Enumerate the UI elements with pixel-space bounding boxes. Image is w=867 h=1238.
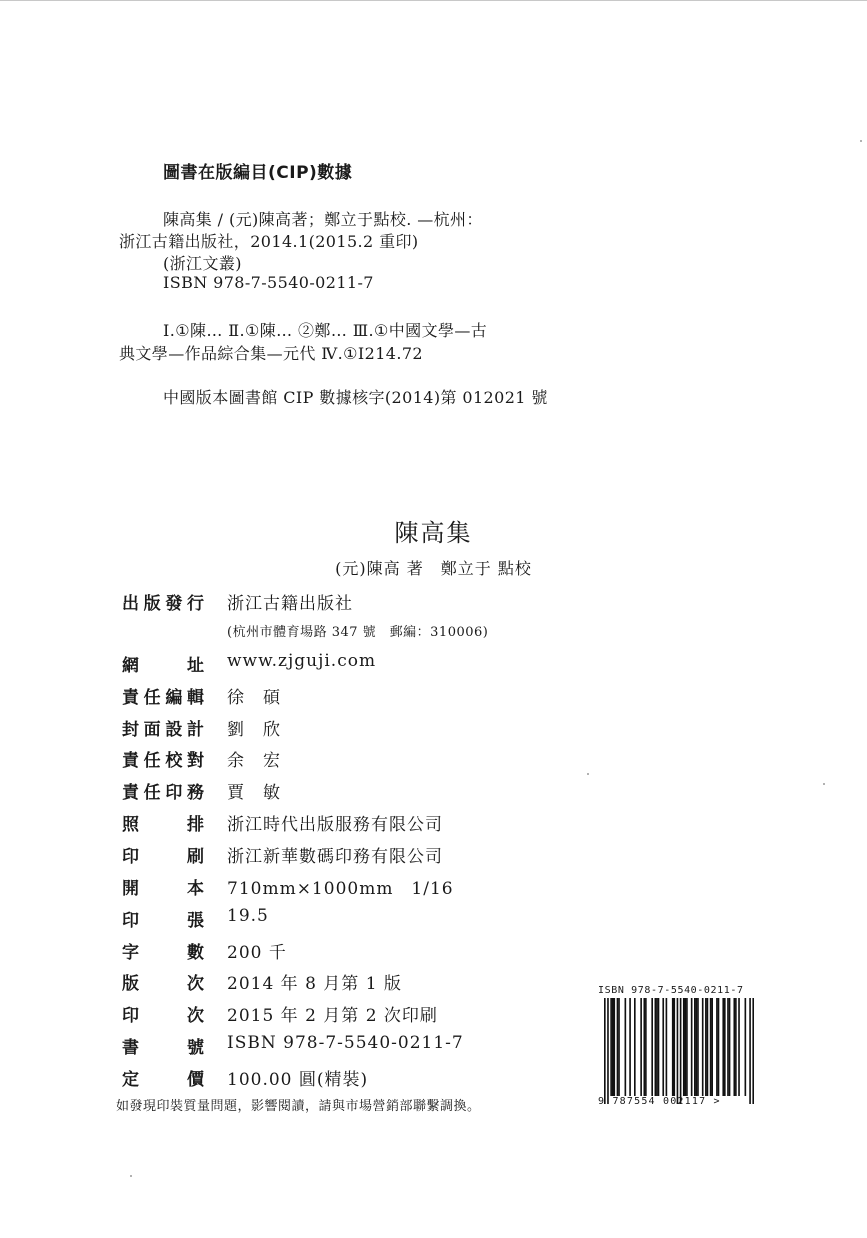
credit-label-char: 號 [187,1038,204,1058]
credit-label-char: 址 [187,656,204,676]
barcode-bar [610,998,612,1096]
barcode-bar [686,998,688,1096]
credit-label-char: 網 [122,656,139,676]
cip-heading: 圖書在版編目(CIP)數據 [163,163,353,183]
credit-label [122,715,204,740]
barcode-bar [651,998,653,1096]
scan-speck [130,1175,132,1177]
credit-label [122,589,204,614]
credit-value: 劉 欣 [227,720,281,740]
barcode-bar [677,998,679,1104]
barcode-bar [662,998,664,1096]
credit-label [122,906,204,931]
barcode-bar [680,998,682,1104]
credit-label-char: 書 [122,1038,139,1058]
credit-value: 2014 年 8 月第 1 版 [227,974,402,994]
credit-label [122,969,204,994]
credit-label [122,683,204,708]
cip-line-isbn: ISBN 978-7-5540-0211-7 [163,273,374,292]
credit-label-char: 計 [186,720,204,740]
credit-label [122,1033,204,1058]
barcode-bar [718,998,720,1096]
credit-label-char: 張 [187,911,204,931]
barcode-bar [749,998,751,1104]
credit-label-char: 次 [187,1006,204,1026]
credit-value: ISBN 978-7-5540-0211-7 [227,1033,464,1053]
credit-label-char: 任 [143,751,161,771]
book-title: 陳高集 [394,519,473,547]
barcode-bar [673,998,675,1096]
credit-label-char: 務 [186,783,204,803]
credit-label [122,842,204,867]
credit-label-char: 校 [165,751,183,771]
barcode-bar [722,998,724,1096]
barcode-bar [707,998,709,1096]
credit-value: 710mm×1000mm 1/16 [227,879,454,899]
barcode-bar [697,998,699,1096]
credit-value[interactable]: www.zjguji.com [227,651,377,671]
cip-line-subjects: Ⅰ.①陳… Ⅱ.①陳… ②鄭… Ⅲ.①中國文學—古 [163,321,488,340]
barcode-bar [634,998,636,1096]
credit-value: 余 宏 [227,751,281,771]
credit-label-char: 次 [187,974,204,994]
credit-label-char: 印 [122,911,139,931]
barcode-bar [658,998,660,1096]
book-authors: (元)陳高 著 鄭立于 點校 [335,559,532,578]
barcode-bar [716,998,718,1096]
credit-label-char: 任 [143,783,161,803]
barcode-bar [629,998,631,1096]
credit-label-char: 出 [122,594,139,614]
credit-value: 浙江時代出版服務有限公司 [227,815,443,835]
credit-label-char: 本 [187,879,204,899]
scan-speck [823,783,825,785]
credit-label-char: 發 [165,594,183,614]
barcode-bar [727,998,729,1096]
barcode-bars [604,998,754,1108]
scan-speck [587,773,589,775]
barcode-bar [711,998,713,1096]
credit-label-char: 責 [122,688,139,708]
credit-label [122,874,204,899]
credit-label [122,651,204,676]
credit-label [122,778,204,803]
barcode-bar [685,998,687,1096]
barcode-bar [613,998,615,1096]
barcode-bar [625,998,627,1096]
credit-label-char: 版 [122,974,139,994]
credit-label [122,938,204,963]
barcode-bar [745,998,747,1096]
barcode-bar [672,998,674,1096]
credit-label-char: 定 [122,1070,139,1090]
credit-label-char: 封 [122,720,139,740]
quality-notice: 如發現印裝質量問題，影響閱讀，請與市場營銷部聯繫調換。 [116,1099,481,1114]
publisher-address: (杭州市體育場路 347 號 郵編：310006) [227,625,489,640]
barcode-bar [655,998,657,1096]
credit-label [122,1001,204,1026]
barcode-bar [702,998,704,1096]
barcode-image [604,998,754,1108]
barcode-bar [710,998,712,1096]
barcode-bar [694,998,696,1096]
barcode-isbn-text: ISBN 978-7-5540-0211-7 [598,985,744,996]
barcode-bar [738,998,740,1096]
barcode-digits: 9 787554 002117 > [598,1096,721,1107]
credit-value: 100.00 圓(精裝) [227,1070,369,1090]
barcode-bar [733,998,735,1096]
credit-label-char: 任 [143,688,161,708]
credit-label-char: 數 [187,943,204,963]
credit-label-char: 輯 [186,688,204,708]
credit-label-char: 印 [165,783,183,803]
barcode-bar [752,998,754,1104]
credit-label-char: 字 [122,943,139,963]
barcode-bar [729,998,731,1096]
credit-value: 浙江新華數碼印務有限公司 [227,847,443,867]
barcode-bar [645,998,647,1096]
barcode-bar [612,998,614,1096]
credit-label [122,1065,204,1090]
barcode-bar [735,998,737,1096]
credit-label-char: 印 [122,847,139,867]
credit-label-char: 開 [122,879,139,899]
barcode-bar [617,998,619,1096]
credit-value: 200 千 [227,943,287,963]
top-border-line [0,0,867,1]
barcode-bar [696,998,698,1096]
credit-label-char: 刷 [187,847,204,867]
credit-label-char: 對 [186,751,204,771]
barcode-bar [607,998,609,1104]
credit-label [122,746,204,771]
credit-value: 浙江古籍出版社 [227,594,353,614]
credit-value: 徐 碩 [227,688,281,708]
barcode-bar [656,998,658,1096]
cip-line-classification: 典文學—作品綜合集—元代 Ⅳ.①I214.72 [119,344,424,363]
credit-label-char: 責 [122,751,139,771]
scan-speck [860,140,862,142]
credit-label-char: 面 [143,720,161,740]
credit-label-char: 印 [122,1006,139,1026]
cip-line-publisher: 浙江古籍出版社，2014.1(2015.2 重印) [119,232,419,251]
barcode-bar [724,998,726,1096]
barcode-bar [666,998,668,1096]
credit-label-char: 責 [122,783,139,803]
credit-label-char: 行 [186,594,204,614]
cip-line-verification: 中國版本圖書館 CIP 數據核字(2014)第 012021 號 [163,388,548,407]
barcode-bar [691,998,693,1096]
credit-label-char: 設 [165,720,183,740]
credit-label [122,810,204,835]
credit-label-char: 排 [187,815,204,835]
credit-label-char: 編 [165,688,183,708]
barcode-bar [618,998,620,1096]
barcode-bar [640,998,642,1096]
barcode-bar [683,998,685,1096]
credit-label-char: 版 [143,594,161,614]
cip-line-series: (浙江文叢) [163,254,242,273]
credit-label-char: 價 [187,1070,204,1090]
barcode-bar [604,998,606,1104]
credit-value: 19.5 [227,906,269,926]
credit-label-char: 照 [122,815,139,835]
barcode-bar [705,998,707,1096]
credit-value: 2015 年 2 月第 2 次印刷 [227,1006,438,1026]
barcode-bar [643,998,645,1096]
credit-value: 賈 敏 [227,783,281,803]
cip-line-citation: 陳高集 / (元)陳高著；鄭立于點校. —杭州： [163,210,483,229]
